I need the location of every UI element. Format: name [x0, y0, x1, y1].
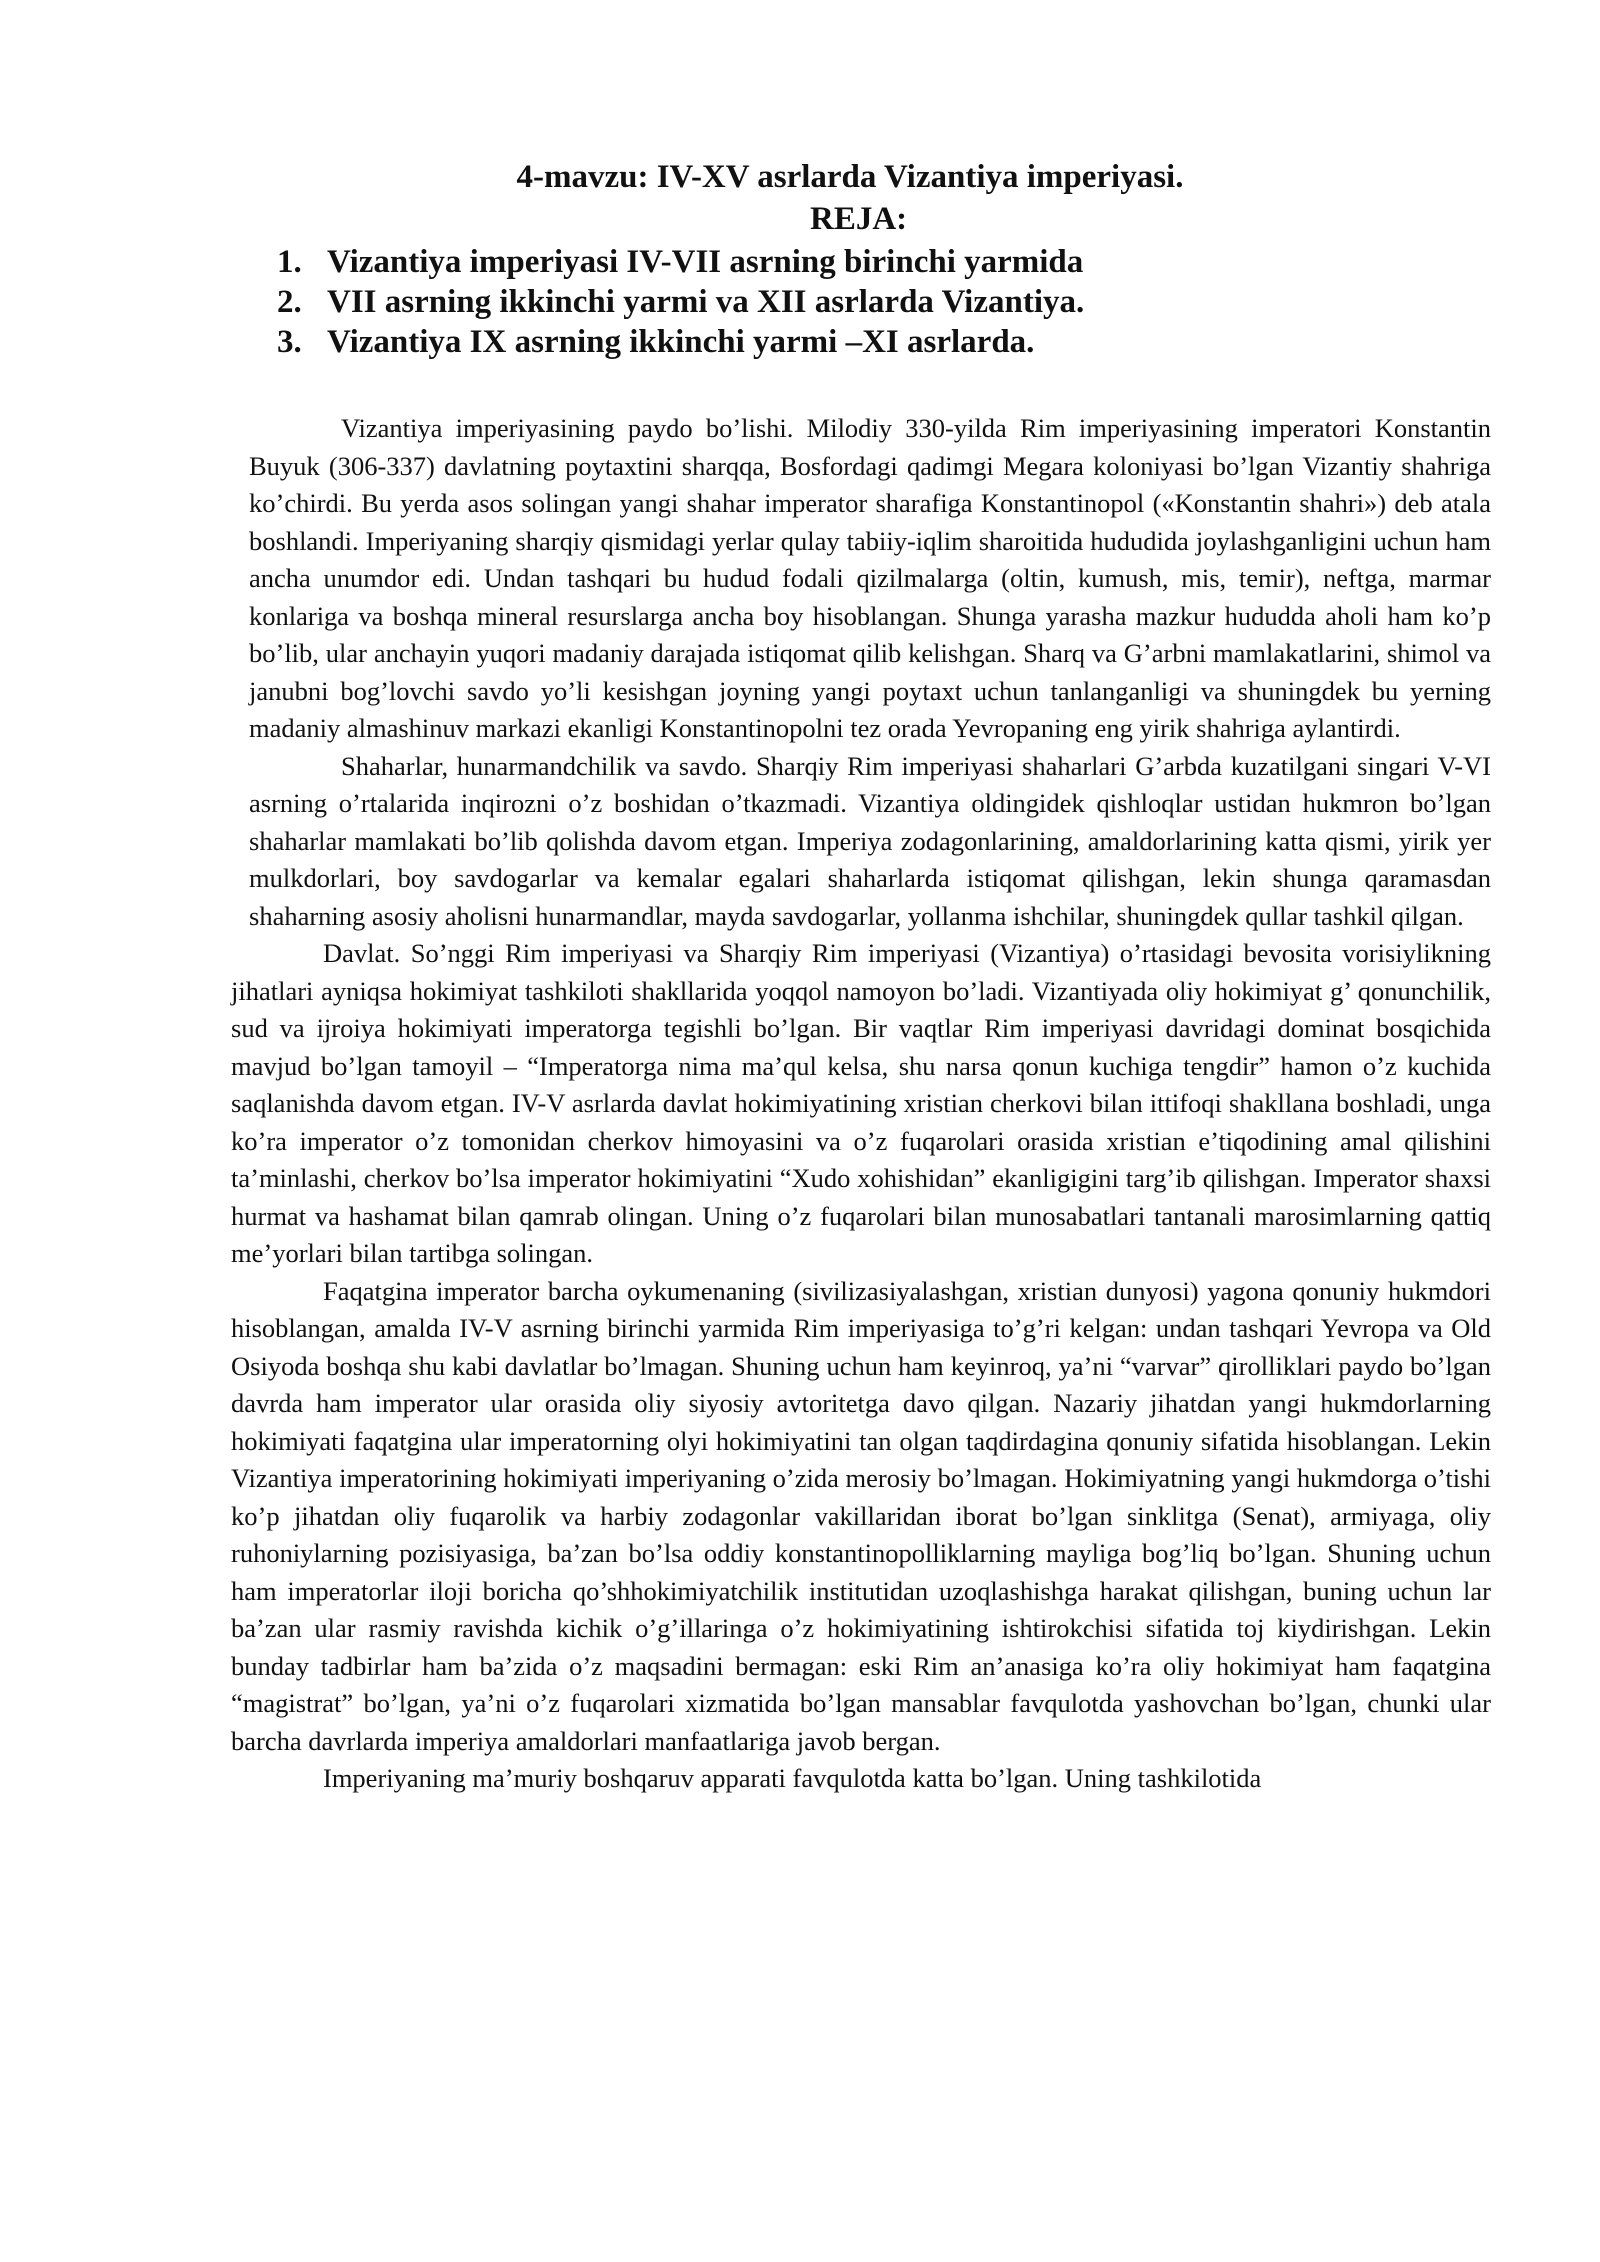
plan-item: [277, 242, 1084, 282]
plan-item-text: Vizantiya imperiyasi IV-VII asrning birinchi yarmida: [327, 244, 1084, 280]
document-body: [231, 410, 1491, 1798]
plan-heading: REJA:: [810, 201, 908, 237]
paragraph-cities-crafts-trade: Shaharlar, hunarmandchilik va savdo. Sharqiy Rim imperiyasi shaharlari G’arbda kuzatilgani singari V-VI asrning o’rtalarida inqirozni o’z boshidan o’tkazmadi. Vizantiya oldingidek qishloqlar ustidan hukmron bo’lgan shaharlar mamlakati bo’lib qolishda davom etgan. Imperiya zodagonlarining, amaldorlarining katta qismi, yirik yer mulkdorlari, boy savdogarlar va kemalar egalari shaharlarda istiqomat qilishgan, lekin shunga qaramasdan shaharning asosiy aholisni hunarmandlar, mayda savdogarlar, yollanma ishchilar, shuningdek qullar tashkil qilgan.: [249, 750, 1491, 931]
plan-item: [277, 282, 1084, 322]
page-title: 4-mavzu: IV-XV asrlarda Vizantiya imperiyasi.: [516, 159, 1184, 195]
plan-item-number: 2.: [277, 284, 302, 320]
paragraph-state: Davlat. So’nggi Rim imperiyasi va Sharqiy Rim imperiyasi (Vizantiya) o’rtasidagi bevosita vorisiylikning jihatlari ayniqsa hokimiyat tashkiloti shakllarida yoqqol namoyon bo’ladi. Vizantiyada oliy hokimiyat g’ qonunchilik, sud va ijroiya hokimiyati imperatorga tegishli bo’lgan. Bir vaqtlar Rim imperiyasi davridagi dominat bosqichida mavjud bo’lgan tamoyil – “Imperatorga nima ma’qul kelsa, shu narsa qonun kuchiga tengdir” hamon o’z kuchida saqlanishda davom etgan. IV-V asrlarda davlat hokimiyatining xristian cherkovi bilan ittifoqi shakllana boshladi, unga ko’ra imperator o’z tomonidan cherkov himoyasini va o’z fuqarolari orasida xristian e’tiqodining amal qilishini ta’minlashi, cherkov bo’lsa imperator hokimiyatini “Xudo xohishidan” ekanligigini targ’ib qilishgan. Imperator shaxsi hurmat va hashamat bilan qamrab olingan. Uning o’z fuqarolari bilan munosabatlari tantanali marosimlarning qattiq me’yorlari bilan tartibga solingan.: [231, 938, 1491, 1268]
plan-item-text: VII asrning ikkinchi yarmi va XII asrlarda Vizantiya.: [327, 284, 1085, 320]
plan-item: [277, 322, 1084, 362]
plan-list: [277, 242, 1084, 362]
plan-item-number: 3.: [277, 324, 302, 360]
plan-item-text: Vizantiya IX asrning ikkinchi yarmi –XI asrlarda.: [327, 324, 1035, 360]
paragraph-byzantium-origin: Vizantiya imperiyasining paydo bo’lishi. Milodiy 330-yilda Rim imperiyasining imperatori Konstantin Buyuk (306-337) davlatning poytaxtini sharqqa, Bosfordagi qadimgi Megara koloniyasi bo’lgan Vizantiy shahriga ko’chirdi. Bu yerda asos solingan yangi shahar imperator sharafiga Konstantinopol («Konstantin shahri») deb atala boshlandi. Imperiyaning sharqiy qismidagi yerlar qulay tabiiy-iqlim sharoitida hududida joylashganligini uchun ham ancha unumdor edi. Undan tashqari bu hudud fodali qizilmalarga (oltin, kumush, mis, temir), neftga, marmar konlariga va boshqa mineral resurslarga ancha boy hisoblangan. Shunga yarasha mazkur hududda aholi ham ko’p bo’lib, ular anchayin yuqori madaniy darajada istiqomat qilib kelishgan. Sharq va G’arbni mamlakatlarini, shimol va janubni bog’lovchi savdo yo’li kesishgan joyning yangi poytaxt uchun tanlanganligi va shuningdek bu yerning madaniy almashinuv markazi ekanligi Konstantinopolni tez orada Yevropaning eng yirik shahriga aylantirdi.: [249, 413, 1491, 743]
paragraph-emperor-authority: Faqatgina imperator barcha oykumenaning (sivilizasiyalashgan, xristian dunyosi) yagona qonuniy hukmdori hisoblangan, amalda IV-V asrning birinchi yarmida Rim imperiyasiga to’g’ri kelgan: undan tashqari Yevropa va Old Osiyoda boshqa shu kabi davlatlar bo’lmagan. Shuning uchun ham keyinroq, ya’ni “varvar” qirolliklari paydo bo’lgan davrda ham imperator ular orasida oliy siyosiy avtoritetga davo qilgan. Nazariy jihatdan yangi hukmdorlarning hokimiyati faqatgina ular imperatorning olyi hokimiyatini tan olgan taqdirdagina qonuniy sifatida hisoblangan. Lekin Vizantiya imperatorining hokimiyati imperiyaning o’zida merosiy bo’lmagan. Hokimiyatning yangi hukmdorga o’tishi ko’p jihatdan oliy fuqarolik va harbiy zodagonlar vakillaridan iborat bo’lgan sinklitga (Senat), armiyaga, oliy ruhoniylarning pozisiyasiga, ba’zan bo’lsa oddiy konstantinopolliklarning mayliga bog’liq bo’lgan. Shuning uchun ham imperatorlar iloji boricha qo’shhokimiyatchilik institutidan uzoqlashishga harakat qilishgan, buning uchun lar ba’zan ular rasmiy ravishda kichik o’g’illaringa o’z hokimiyatining ishtirokchisi sifatida toj kiydirishgan. Lekin bunday tadbirlar ham ba’zida o’z maqsadini bermagan: eski Rim an’anasiga ko’ra oliy hokimiyat ham faqatgina “magistrat” bo’lgan, ya’ni o’z fuqarolari xizmatida bo’lgan mansablar favqulotda yashovchan bo’lgan, chunki ular barcha davrlarda imperiya amaldorlari manfaatlariga javob bergan.: [231, 1275, 1491, 1756]
plan-item-number: 1.: [277, 244, 302, 280]
paragraph-administration: Imperiyaning ma’muriy boshqaruv apparati favqulotda katta bo’lgan. Uning tashkilotida: [323, 1763, 1262, 1793]
